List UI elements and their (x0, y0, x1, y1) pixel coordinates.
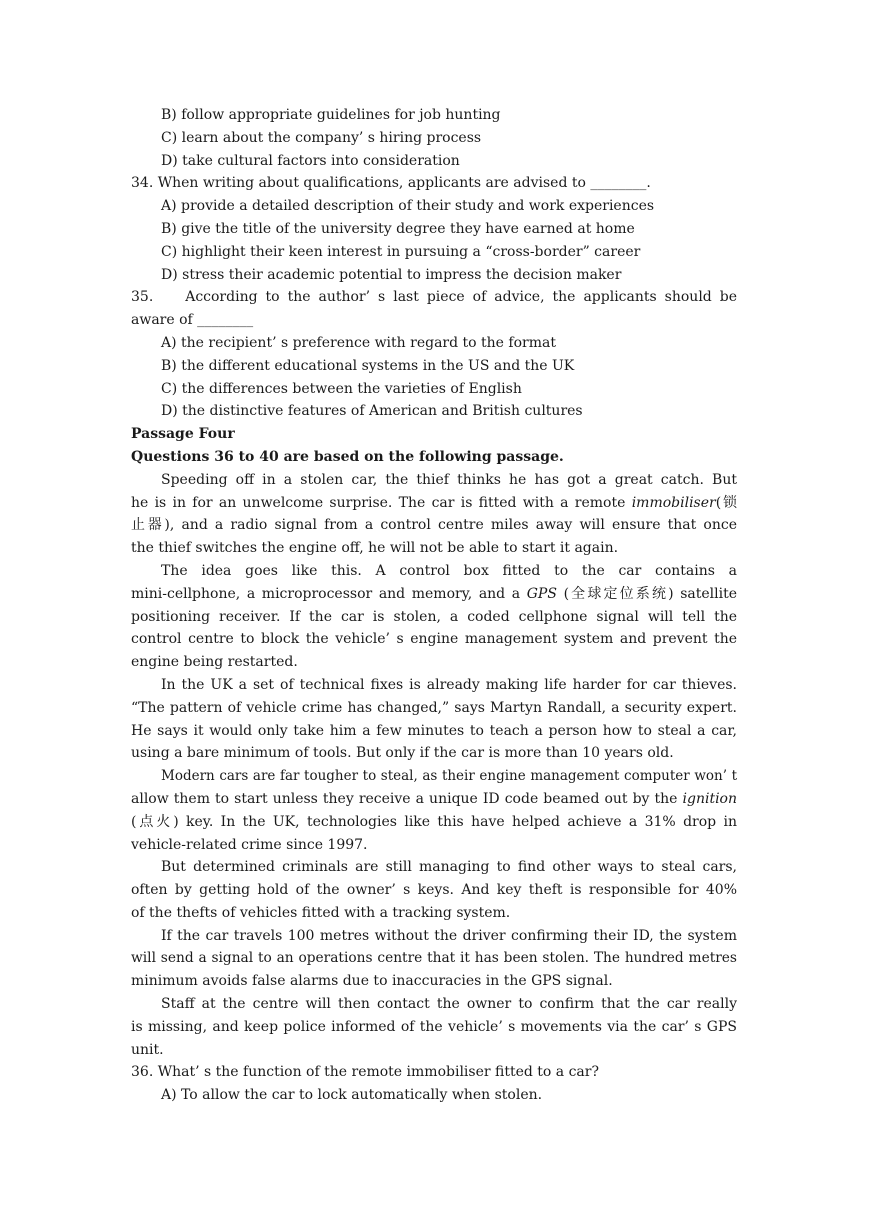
p7-line3: unit. (131, 1041, 164, 1058)
q33-option-b: B) follow appropriate guidelines for job hunting (161, 107, 501, 123)
q33-option-d: D) take cultural factors into consideration (161, 152, 460, 169)
p2-line2: mini-cellphone, a microprocessor and memory, and a GPS (全球定位系统) satellite (131, 585, 737, 602)
q34-option-a: A) provide a detailed description of their study and work experiences (161, 198, 655, 215)
p1-line4: the thief switches the engine off, he will not be able to start it again. (131, 540, 619, 557)
q35-option-b: B) the different educational systems in the US and the UK (161, 357, 575, 374)
p4-line1: Modern cars are far tougher to steal, as their engine management computer won’ t (161, 768, 737, 785)
p5-line3: of the thefts of vehicles fitted with a tracking system. (131, 904, 511, 921)
q36-option-a: A) To allow the car to lock automatically when stolen. (161, 1087, 543, 1104)
passage-instruction: Questions 36 to 40 are based on the following passage. (131, 448, 564, 465)
p4-line2: allow them to start unless they receive a unique ID code beamed out by the ignition (131, 790, 737, 807)
p1-line2: he is in for an unwelcome surprise. The car is fitted with a remote immobiliser(锁 (131, 494, 737, 511)
p3-line3: He says it would only take him a few minutes to teach a person how to steal a car, (131, 722, 737, 739)
q33-option-c: C) learn about the company’ s hiring process (161, 129, 482, 146)
p3-line4: using a bare minimum of tools. But only if the car is more than 10 years old. (131, 745, 674, 762)
q35-option-a: A) the recipient’ s preference with regard to the format (161, 334, 556, 351)
p6-line2: will send a signal to an operations centre that it has been stolen. The hundred metres (131, 950, 737, 967)
p3-line1: In the UK a set of technical fixes is already making life harder for car thieves. (161, 676, 737, 693)
p3-line2: “The pattern of vehicle crime has changed,” says Martyn Randall, a security expert. (131, 699, 737, 716)
q35-stem-line2: aware of ________ (131, 312, 254, 329)
gps-term: GPS (526, 585, 557, 602)
p4-line3: (点火) key. In the UK, technologies like this have helped achieve a 31% drop in (131, 813, 737, 830)
passage-title: Passage Four (131, 426, 235, 443)
q35-option-c: C) the differences between the varieties of English (161, 380, 522, 397)
p2-line4: control centre to block the vehicle’ s engine management system and prevent the (131, 631, 737, 648)
p1-line3: 止器), and a radio signal from a control centre miles away will ensure that once (131, 517, 737, 534)
q35-stem-line1: 35. According to the author’ s last piece of advice, the applicants should be (131, 289, 737, 306)
p5-line2: often by getting hold of the owner’ s keys. And key theft is responsible for 40% (131, 882, 737, 899)
p2-line3: positioning receiver. If the car is stolen, a coded cellphone signal will tell the (131, 608, 737, 625)
q34-option-c: C) highlight their keen interest in pursuing a “cross-border” career (161, 243, 641, 260)
ignition-term: ignition (682, 790, 737, 807)
immobiliser-term: immobiliser (631, 494, 716, 511)
q34-option-b: B) give the title of the university degree they have earned at home (161, 220, 635, 237)
q34-option-d: D) stress their academic potential to impress the decision maker (161, 266, 622, 283)
p7-line1: Staff at the centre will then contact the owner to confirm that the car really (161, 996, 737, 1013)
q34-stem: 34. When writing about qualifications, applicants are advised to ________. (131, 175, 651, 192)
q36-stem: 36. What’ s the function of the remote immobiliser fitted to a car? (131, 1064, 599, 1081)
p7-line2: is missing, and keep police informed of the vehicle’ s movements via the car’ s GPS (131, 1018, 737, 1035)
q35-option-d: D) the distinctive features of American and British cultures (161, 403, 583, 420)
exam-page (131, 104, 737, 1107)
p6-line1: If the car travels 100 metres without the driver confirming their ID, the system (161, 927, 737, 944)
p2-line5: engine being restarted. (131, 654, 298, 671)
p5-line1: But determined criminals are still managing to find other ways to steal cars, (161, 859, 737, 876)
p4-line4: vehicle-related crime since 1997. (131, 836, 368, 853)
p1-line1: Speeding off in a stolen car, the thief thinks he has got a great catch. But (161, 471, 737, 488)
p2-line1: The idea goes like this. A control box fitted to the car contains a (161, 562, 737, 579)
p6-line3: minimum avoids false alarms due to inaccuracies in the GPS signal. (131, 973, 613, 990)
